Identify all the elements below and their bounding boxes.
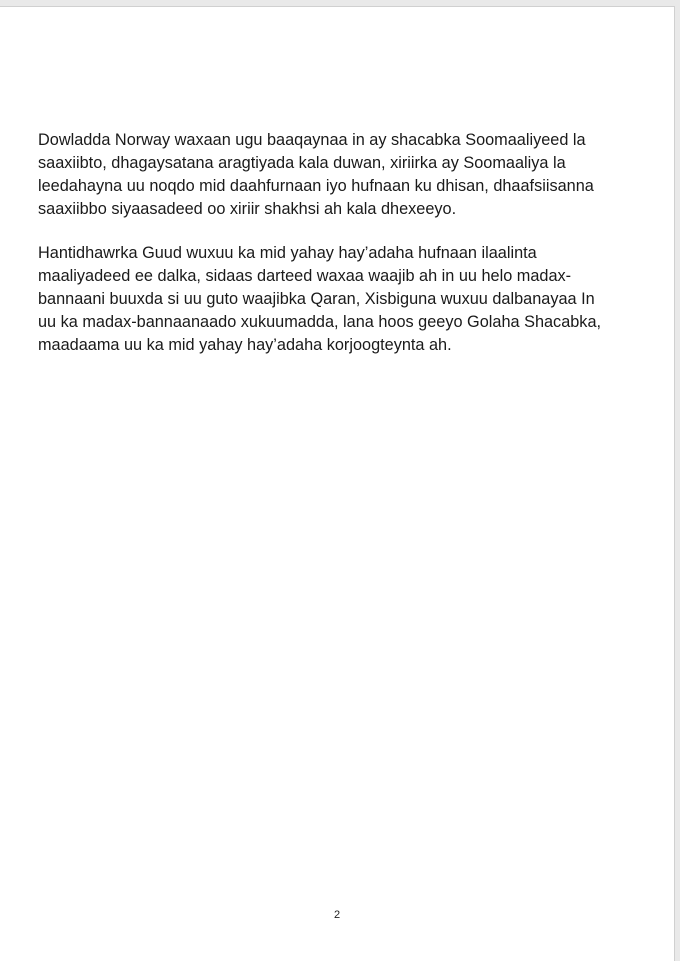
- text-line: uu ka madax-bannaanaado xukuumadda, lana hoos geeyo Golaha Shacabka,: [38, 313, 602, 331]
- text-line: Hantidhawrka Guud wuxuu ka mid yahay hay’adaha hufnaan ilaalinta: [38, 244, 537, 262]
- document-page: [0, 6, 675, 961]
- text-line: leedahayna uu noqdo mid daahfurnaan iyo hufnaan ku dhisan, dhaafsiisanna: [38, 177, 594, 195]
- text-line: saaxiibto, dhagaysatana aragtiyada kala duwan, xiriirka ay Soomaaliya la: [38, 154, 566, 172]
- text-line: maadaama uu ka mid yahay hay’adaha korjoogteynta ah.: [38, 336, 452, 354]
- text-line: saaxiibbo siyaasadeed oo xiriir shakhsi ah kala dhexeeyo.: [38, 200, 457, 218]
- text-line: bannaani buuxda si uu guto waajibka Qaran, Xisbiguna wuxuu dalbanayaa In: [38, 290, 595, 308]
- text-line: maaliyadeed ee dalka, sidaas darteed waxaa waajib ah in uu helo madax-: [38, 267, 572, 285]
- page-number: 2: [333, 909, 341, 921]
- text-line: Dowladda Norway waxaan ugu baaqaynaa in ay shacabka Soomaaliyeed la: [38, 131, 586, 149]
- paragraph-2: [38, 242, 601, 357]
- paragraph-1: [38, 129, 594, 221]
